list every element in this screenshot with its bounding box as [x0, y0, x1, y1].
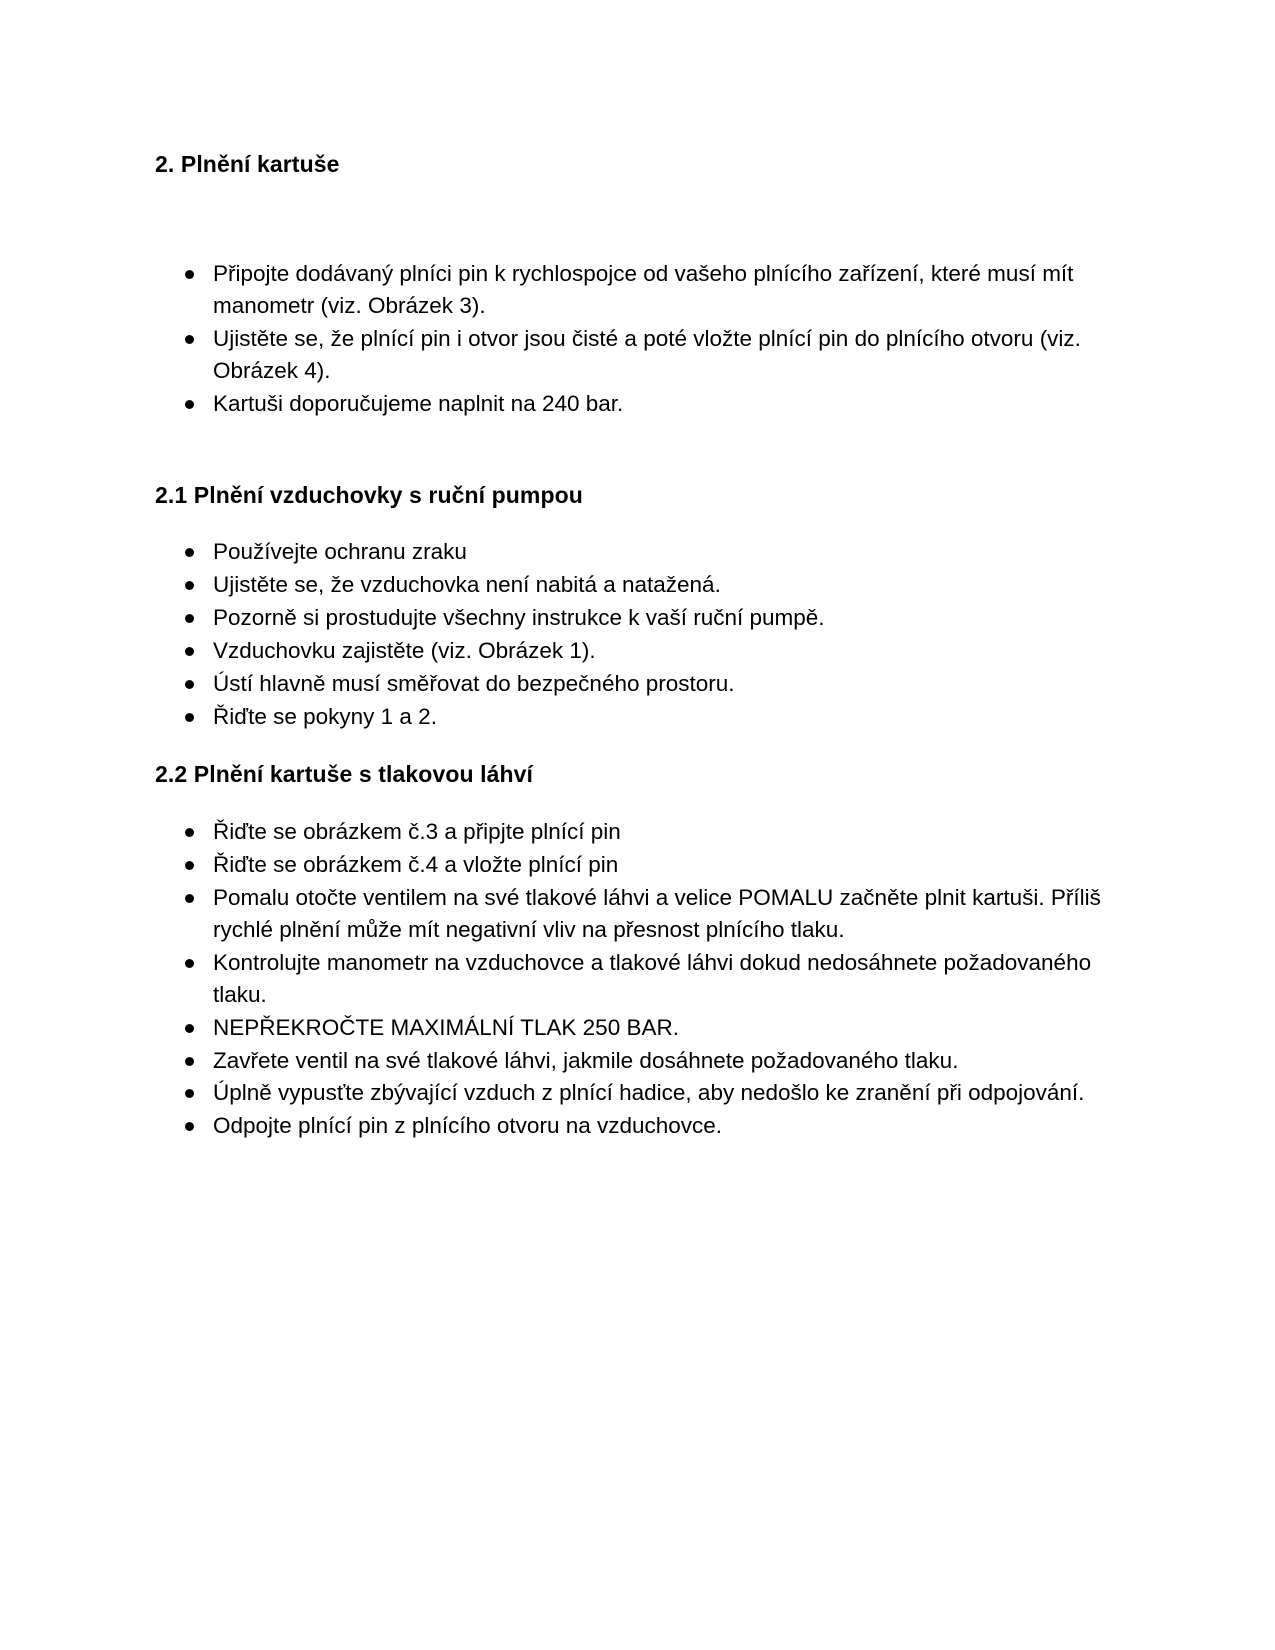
list-item: Ústí hlavně musí směřovat do bezpečného prostoru. — [155, 668, 1115, 700]
spacer — [155, 421, 1115, 481]
list-item: Odpojte plnící pin z plnícího otvoru na vzduchovce. — [155, 1110, 1115, 1142]
section-2-list — [155, 258, 1115, 420]
list-item: Kartuši doporučujeme naplnit na 240 bar. — [155, 388, 1115, 420]
list-item: Pozorně si prostudujte všechny instrukce k vaší ruční pumpě. — [155, 602, 1115, 634]
section-heading-2: 2. Plnění kartuše — [155, 151, 340, 177]
list-item: Kontrolujte manometr na vzduchovce a tlakové láhvi dokud nedosáhnete požadovaného tlaku. — [155, 947, 1115, 1011]
list-item: NEPŘEKROČTE MAXIMÁLNÍ TLAK 250 BAR. — [155, 1012, 1115, 1044]
list-item: Úplně vypusťte zbývající vzduch z plnící hadice, aby nedošlo ke zranění při odpojování. — [155, 1077, 1115, 1109]
list-item: Vzduchovku zajistěte (viz. Obrázek 1). — [155, 635, 1115, 667]
list-item: Pomalu otočte ventilem na své tlakové láhvi a velice POMALU začněte plnit kartuši. Příliš rychlé plnění může mít negativní vliv na přesnost plnícího tlaku. — [155, 882, 1115, 946]
list-item: Řiďte se obrázkem č.4 a vložte plnící pin — [155, 849, 1115, 881]
list-item: Připojte dodávaný plníci pin k rychlospojce od vašeho plnícího zařízení, které musí mít manometr (viz. Obrázek 3). — [155, 258, 1115, 322]
list-item: Zavřete ventil na své tlakové láhvi, jakmile dosáhnete požadovaného tlaku. — [155, 1045, 1115, 1077]
section-2-1-list — [155, 536, 1115, 733]
spacer — [155, 180, 1115, 258]
spacer — [155, 790, 1115, 816]
list-item: Řiďte se pokyny 1 a 2. — [155, 701, 1115, 733]
section-2-2-list — [155, 816, 1115, 1142]
spacer — [155, 510, 1115, 536]
spacer — [155, 734, 1115, 760]
list-item: Ujistěte se, že vzduchovka není nabitá a natažená. — [155, 569, 1115, 601]
list-item: Ujistěte se, že plnící pin i otvor jsou čisté a poté vložte plnící pin do plnícího otvoru (viz. Obrázek 4). — [155, 323, 1115, 387]
section-heading-2-2: 2.2 Plnění kartuše s tlakovou láhví — [155, 761, 534, 788]
list-item: Řiďte se obrázkem č.3 a připjte plnící pin — [155, 816, 1115, 848]
list-item: Používejte ochranu zraku — [155, 536, 1115, 568]
section-heading-2-1: 2.1 Plnění vzduchovky s ruční pumpou — [155, 481, 583, 508]
